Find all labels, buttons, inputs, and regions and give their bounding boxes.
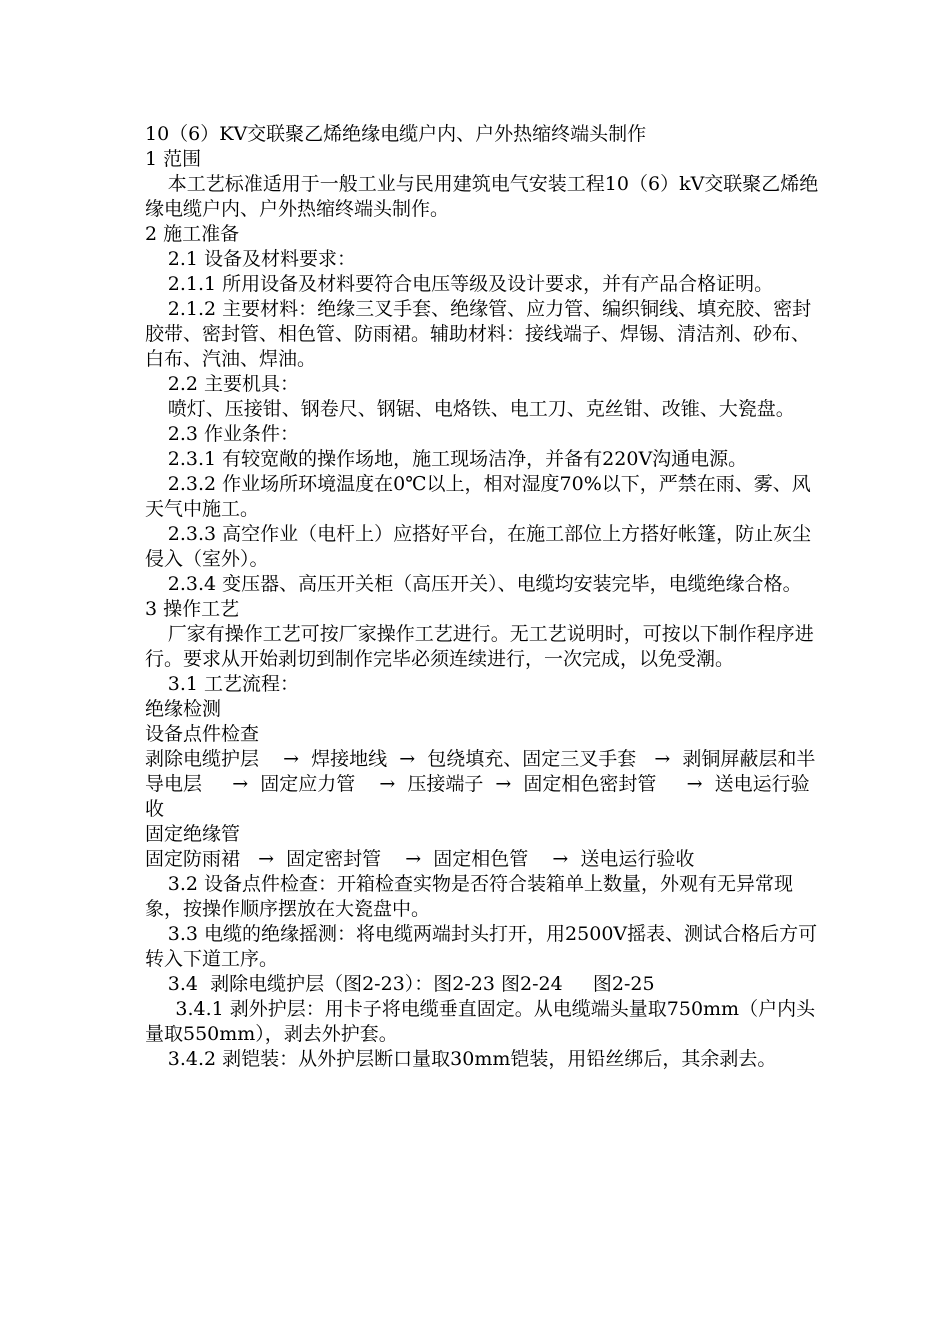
- subsection-heading-conditions: 2.3 作业条件：: [167, 423, 300, 445]
- flow-step-equipment-check: 设备点件检查: [145, 723, 260, 745]
- clause-3-3: 3.3 电缆的绝缘摇测：将电缆两端封头打开，用2500V摇表、测试合格后方可转入下道工序。: [145, 923, 818, 970]
- flow-step-insulation-test: 绝缘检测: [145, 698, 222, 720]
- clause-3-4-2: 3.4.2 剥铠装：从外护层断口量取30mm铠装，用铅丝绑后，其余剥去。: [167, 1048, 777, 1070]
- section-heading-preparation: 2 施工准备: [145, 223, 240, 245]
- clause-2-3-3: 2.3.3 高空作业（电杆上）应搭好平台，在施工部位上方搭好帐篷，防止灰尘侵入（室外）。: [145, 523, 812, 570]
- clause-2-3-4: 2.3.4 变压器、高压开关柜（高压开关）、电缆均安装完毕，电缆绝缘合格。: [167, 573, 802, 595]
- clause-2-1-1: 2.1.1 所用设备及材料要符合电压等级及设计要求，并有产品合格证明。: [167, 273, 774, 295]
- subsection-heading-materials: 2.1 设备及材料要求：: [167, 248, 357, 270]
- document-title: 10（6）KV交联聚乙烯绝缘电缆户内、户外热缩终端头制作: [145, 123, 647, 145]
- clause-2-3-2: 2.3.2 作业场所环境温度在0℃以上，相对湿度70%以下，严禁在雨、雾、风天气中施工。: [145, 473, 811, 520]
- section-heading-scope: 1 范围: [145, 148, 202, 170]
- subsection-heading-flow: 3.1 工艺流程：: [167, 673, 300, 695]
- document-body: [145, 122, 825, 1072]
- clause-3-4: 3.4 剥除电缆护层（图2-23）：图2-23 图2-24 图2-25: [167, 973, 655, 995]
- clause-2-3-1: 2.3.1 有较宽敞的操作场地，施工现场洁净，并备有220V沟通电源。: [167, 448, 748, 470]
- scope-paragraph: 本工艺标准适用于一般工业与民用建筑电气安装工程10（6）kV交联聚乙烯绝缘电缆户内、户外热缩终端头制作。: [145, 173, 819, 220]
- section-heading-process: 3 操作工艺: [145, 598, 240, 620]
- flow-step-insulation-tube: 固定绝缘管: [145, 823, 241, 845]
- clause-2-1-2: 2.1.2 主要材料：绝缘三叉手套、绝缘管、应力管、编织铜线、填充胶、密封胶带、密封管、相色管、防雨裙。辅助材料：接线端子、焊锡、清洁剂、砂布、白布、汽油、焊油。: [145, 298, 812, 370]
- clause-3-2: 3.2 设备点件检查：开箱检查实物是否符合装箱单上数量，外观有无异常现象，按操作顺序摆放在大瓷盘中。: [145, 873, 794, 920]
- flow-line-outdoor: 固定防雨裙 → 固定密封管 → 固定相色管 → 送电运行验收: [145, 848, 695, 870]
- process-intro: 厂家有操作工艺可按厂家操作工艺进行。无工艺说明时，可按以下制作程序进行。要求从开始剥切到制作完毕必须连续进行，一次完成，以免受潮。: [145, 623, 814, 670]
- subsection-heading-tools: 2.2 主要机具：: [167, 373, 300, 395]
- tools-list: 喷灯、压接钳、钢卷尺、钢锯、电烙铁、电工刀、克丝钳、改锥、大瓷盘。: [167, 398, 795, 420]
- clause-3-4-1: 3.4.1 剥外护层：用卡子将电缆垂直固定。从电缆端头量取750mm（户内头量取550mm），剥去外护套。: [145, 998, 816, 1045]
- flow-line-main: 剥除电缆护层 → 焊接地线 → 包绕填充、固定三叉手套 → 剥铜屏蔽层和半导电层 → 固定应力管 → 压接端子 → 固定相色密封管 → 送电运行验收: [145, 748, 816, 820]
